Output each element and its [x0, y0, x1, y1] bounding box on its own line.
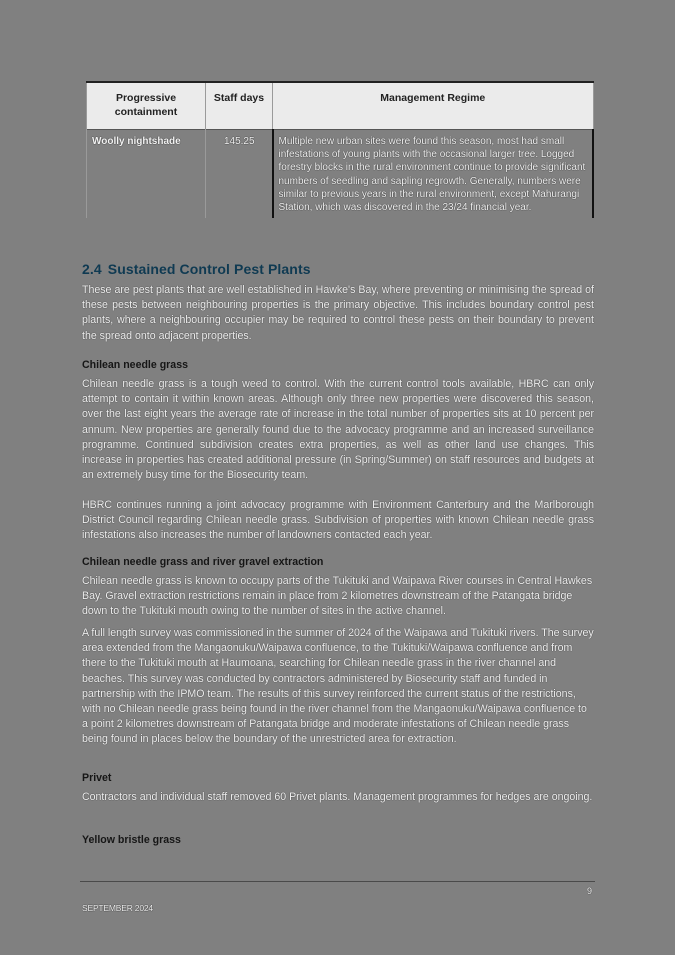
section-title: Sustained Control Pest Plants [107, 261, 311, 277]
subheading-yellow-bristle-grass: Yellow bristle grass [82, 834, 181, 846]
pest-plant-table [86, 81, 594, 218]
paragraph-privet: Contractors and individual staff removed 60 Privet plants. Management programmes for hedges are ongoing. [82, 791, 593, 803]
column-header-management-regime: Management Regime [273, 82, 594, 130]
paragraph-chilean-needle-grass-2: HBRC continues running a joint advocacy programme with Environment Canterbury and the Marlborough District Council regarding Chilean needle grass. Subdivision of properties with known Chilean needle grass infestations also increases the number of landowners contacted each year. [82, 499, 594, 542]
cell-pest-name: Woolly nightshade [87, 130, 206, 219]
table-row [87, 130, 594, 219]
paragraph-river-gravel-1: Chilean needle grass is known to occupy parts of the Tukituki and Waipawa River courses in Central Hawkes Bay. Gravel extraction restrictions remain in place from 2 kilometres downstream of the Patangata bridge down to the Tukituki mouth owing to the number of sites in the active channel. [82, 575, 593, 618]
footer-date: SEPTEMBER 2024 [82, 903, 153, 913]
section-heading [82, 261, 311, 277]
page-number: 9 [587, 886, 593, 896]
column-header-progressive-containment: Progressive containment [87, 82, 206, 130]
section-intro-paragraph: These are pest plants that are well established in Hawke's Bay, where preventing or minimising the spread of these pests between neighbouring properties is the primary objective. This includes boundary control pest plants, where a neighbouring occupier may be required to control these pests on their boundary to prevent the spread onto adjacent properties. [82, 284, 594, 342]
table-header-row [87, 82, 594, 130]
paragraph-chilean-needle-grass-1: Chilean needle grass is a tough weed to control. With the current control tools available, HBRC can only attempt to contain it within known areas. Although only three new properties were discovered this season, over the last eight years the average rate of increase in the total number of properties sits at 10 percent per annum. New properties are generally found due to the advocacy programme and an increased surveillance programme. Continued subdivision creates extra properties, as well as other land use changes. This increase in properties has created additional pressure (in Spring/Summer) on staff resources and budgets at an extremely busy time for the Biosecurity team. [82, 378, 594, 482]
cell-staff-days: 145.25 [206, 130, 273, 219]
section-number: 2.4 [82, 261, 102, 277]
subheading-river-gravel-extraction: Chilean needle grass and river gravel extraction [82, 556, 324, 568]
paragraph-river-gravel-2: A full length survey was commissioned in the summer of 2024 of the Waipawa and Tukituki rivers. The survey area extended from the Mangaonuku/Waipawa confluence, to the Tukituki/Waipawa confluence and from there to the Tukituki mouth at Haumoana, searching for Chilean needle grass in the river channel and beaches. This survey was conducted by contractors administered by Biosecurity staff and funded in partnership with the IPMO team. The results of this survey reinforced the current status of the restrictions, with no Chilean needle grass being found in the river channel from the Mangaonuku/Waipawa confluence to a point 2 kilometres downstream of Patangata bridge and moderate infestations of Chilean needle grass being found in places below the boundary of the unrestricted area for extraction. [82, 627, 594, 746]
cell-management-regime: Multiple new urban sites were found this season, most had small infestations of young plants with the occasional larger tree. Logged forestry blocks in the rural environment continue to provide significant numbers of seedling and sapling regrowth. Generally, numbers were similar to previous years in the rural environment, except Mahurangi Station, which was discovered in the 23/24 financial year. [273, 130, 594, 219]
column-header-staff-days: Staff days [206, 82, 273, 130]
subheading-chilean-needle-grass: Chilean needle grass [82, 359, 188, 371]
subheading-privet: Privet [82, 772, 112, 784]
footer-divider [80, 881, 595, 882]
